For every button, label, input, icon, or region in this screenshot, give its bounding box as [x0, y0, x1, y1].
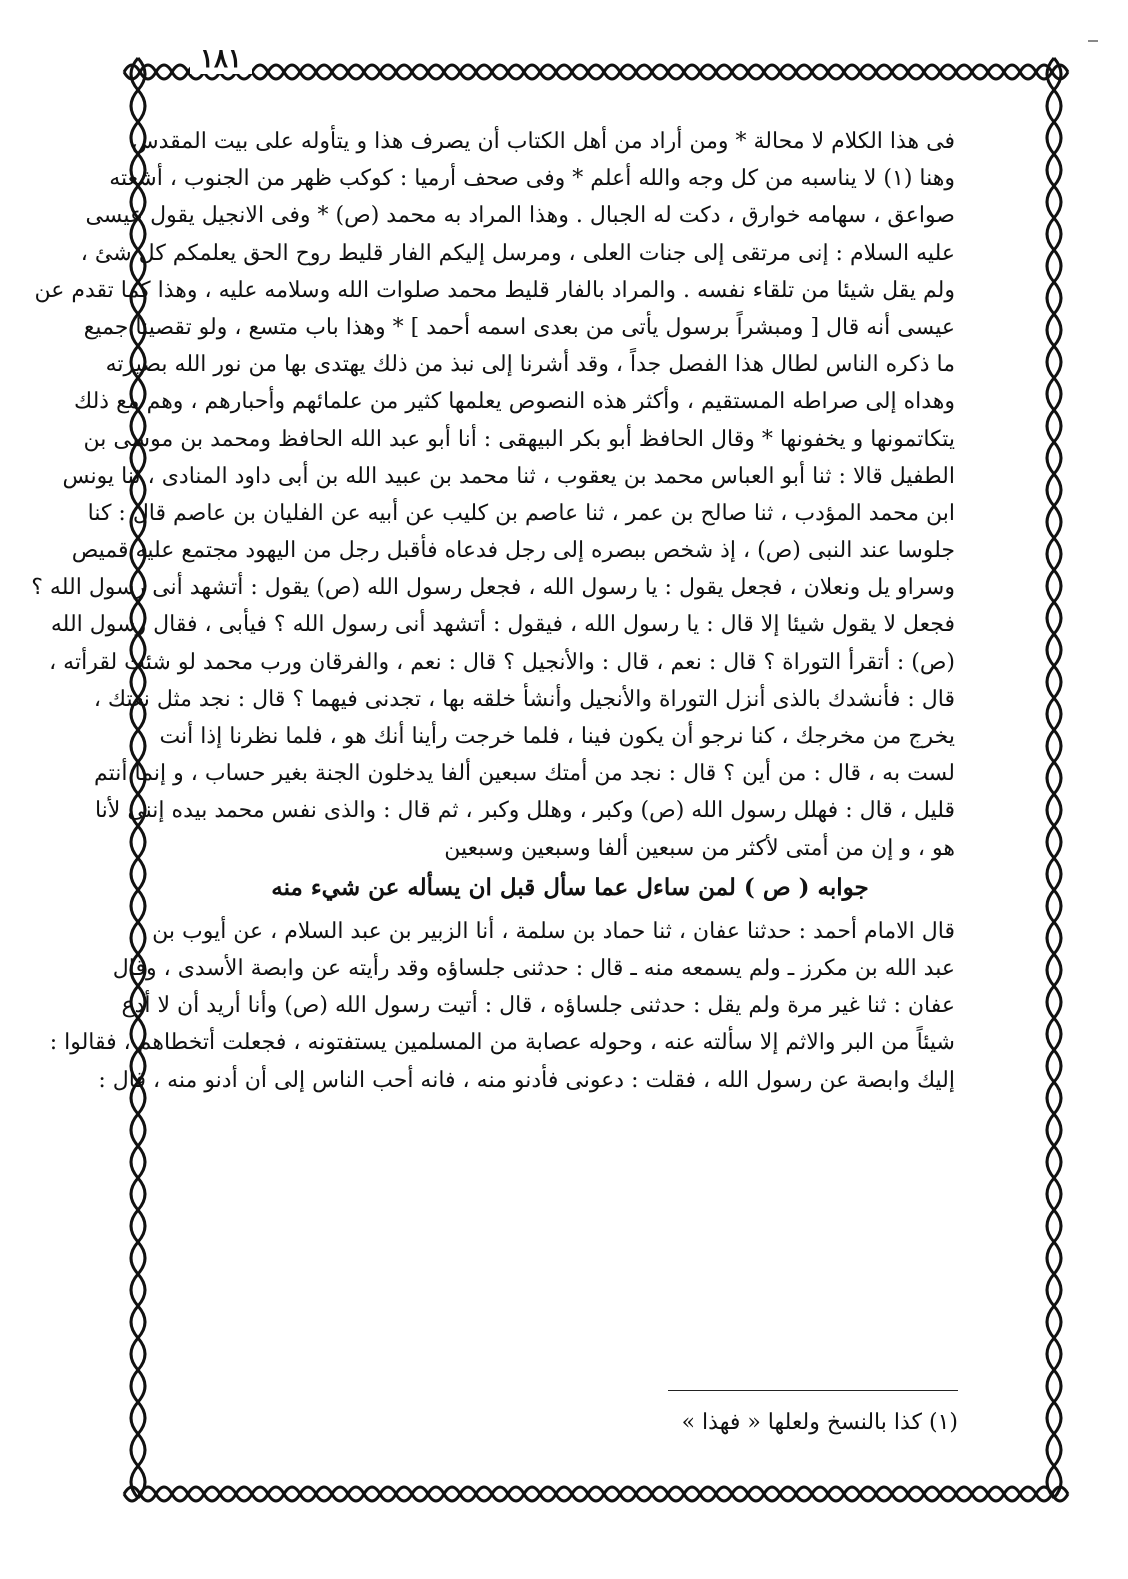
body-line: جلوسا عند النبى (ص) ، إذ شخص ببصره إلى رجل فدعاه فأقبل رجل من اليهود مجتمع عليه قميص	[71, 538, 955, 564]
body-line: عيسى أنه قال [ ومبشراً برسول يأتى من بعدى اسمه أحمد ] * وهذا باب متسع ، ولو تقصينا جميع	[83, 314, 955, 340]
top-rope-border	[118, 52, 1074, 92]
page-content	[31, 123, 955, 1099]
section-line: شيئاً من البر والاثم إلا سألته عنه ، وحوله عصابة من المسلمين يستفتونه ، فجعلت أتخطاهم ، فقالوا :	[49, 1030, 955, 1056]
section-line: عفان : ثنا غير مرة ولم يقل : حدثنى جلساؤه ، قال : أتيت رسول الله (ص) وأنا أريد أن لا أدع	[121, 993, 955, 1019]
body-line: قليل ، قال : فهلل رسول الله (ص) وكبر ، وهلل وكبر ، ثم قال : والذى نفس محمد بيده إننى لأنا	[94, 798, 955, 824]
section-line: عبد الله بن مكرز ـ ولم يسمعه منه ـ قال : حدثنى جلساؤه وقد رأيته عن وابصة الأسدى ، وقال	[112, 955, 955, 981]
section-line: إليك وابصة عن رسول الله ، فقلت : دعونى فأدنو منه ، فانه أحب الناس إلى أن أدنو منه ، قال :	[98, 1067, 955, 1093]
bottom-rope-border	[118, 1474, 1074, 1514]
body-line: يتكاتمونها و يخفونها * وقال الحافظ أبو بكر البيهقى : أنا أبو عبد الله الحافظ ومحمد بن موسى بن	[83, 426, 955, 452]
body-line: قال : فأنشدك بالذى أنزل التوراة والأنجيل وأنشأ خلقه بها ، تجدنى فيهما ؟ قال : نجد مثل نعتك ،	[93, 686, 955, 712]
footnote-divider	[668, 1390, 958, 1391]
body-line: عليه السلام : إنى مرتقى إلى جنات العلى ، ومرسل إليكم الفار قليط روح الحق يعلمكم كل شئ ،	[80, 240, 955, 266]
body-line: ولم يقل شيئا من تلقاء نفسه . والمراد بالفار قليط محمد صلوات الله وسلامه عليه ، وهذا كما تقدم عن	[34, 277, 955, 303]
section-line: قال الامام أحمد : حدثنا عفان ، ثنا حماد بن سلمة ، أنا الزبير بن عبد السلام ، عن أيوب بن	[152, 918, 955, 944]
body-line: ابن محمد المؤدب ، ثنا صالح بن عمر ، ثنا عاصم بن كليب عن أبيه عن الفليان بن عاصم قال : كنا	[87, 500, 955, 526]
page-number: ١٨١	[190, 44, 252, 74]
body-line: وهنا (١) لا يناسبه من كل وجه والله أعلم * وفى صحف أرميا : كوكب ظهر من الجنوب ، أشعته	[109, 166, 955, 192]
right-rope-border	[1034, 52, 1074, 1514]
body-line: (ص) : أتقرأ التوراة ؟ قال : نعم ، قال : والأنجيل ؟ قال : نعم ، والفرقان ورب محمد لو شئت لقرأته ،	[49, 649, 955, 675]
body-line: هو ، و إن من أمتى لأكثر من سبعين ألفا وسبعين وسبعين	[444, 835, 955, 861]
body-line: وهداه إلى صراطه المستقيم ، وأكثر هذه النصوص يعلمها كثير من علمائهم وأحبارهم ، وهم مع ذلك	[74, 389, 955, 415]
body-line: لست به ، قال : من أين ؟ قال : نجد من أمتك سبعين ألفا يدخلون الجنة بغير حساب ، و إنما أنتم	[94, 761, 955, 787]
edge-mark	[1088, 40, 1098, 42]
body-line: صواعق ، سهامه خوارق ، دكت له الجبال . وهذا المراد به محمد (ص) * وفى الانجيل يقول عيسى	[85, 203, 955, 229]
body-line: ما ذكره الناس لطال هذا الفصل جداً ، وقد أشرنا إلى نبذ من ذلك يهتدى بها من نور الله بصيرته	[105, 352, 955, 378]
section-heading: جوابه ( ص ) لمن ساءل عما سأل قبل ان يسأله عن شيء منه	[271, 873, 869, 901]
body-line: وسراو يل ونعلان ، فجعل يقول : يا رسول الله ، فجعل رسول الله (ص) يقول : أتشهد أنى رسول الله ؟	[31, 575, 955, 601]
body-line: فجعل لا يقول شيئا إلا قال : يا رسول الله ، فيقول : أتشهد أنى رسول الله ؟ فيأبى ، فقال رسول الله	[50, 612, 955, 638]
footnote: (١) كذا بالنسخ ولعلها « فهذا »	[681, 1410, 958, 1435]
body-line: فى هذا الكلام لا محالة * ومن أراد من أهل الكتاب أن يصرف هذا و يتأوله على بيت المقدس	[131, 129, 955, 154]
body-line: الطفيل قالا : ثنا أبو العباس محمد بن يعقوب ، ثنا محمد بن عبيد الله بن أبى داود المنادى ، ثنا يونس	[62, 463, 955, 489]
body-line: يخرج من مخرجك ، كنا نرجو أن يكون فينا ، فلما خرجت رأينا أنك هو ، فلما نظرنا إذا أنت	[159, 724, 955, 749]
